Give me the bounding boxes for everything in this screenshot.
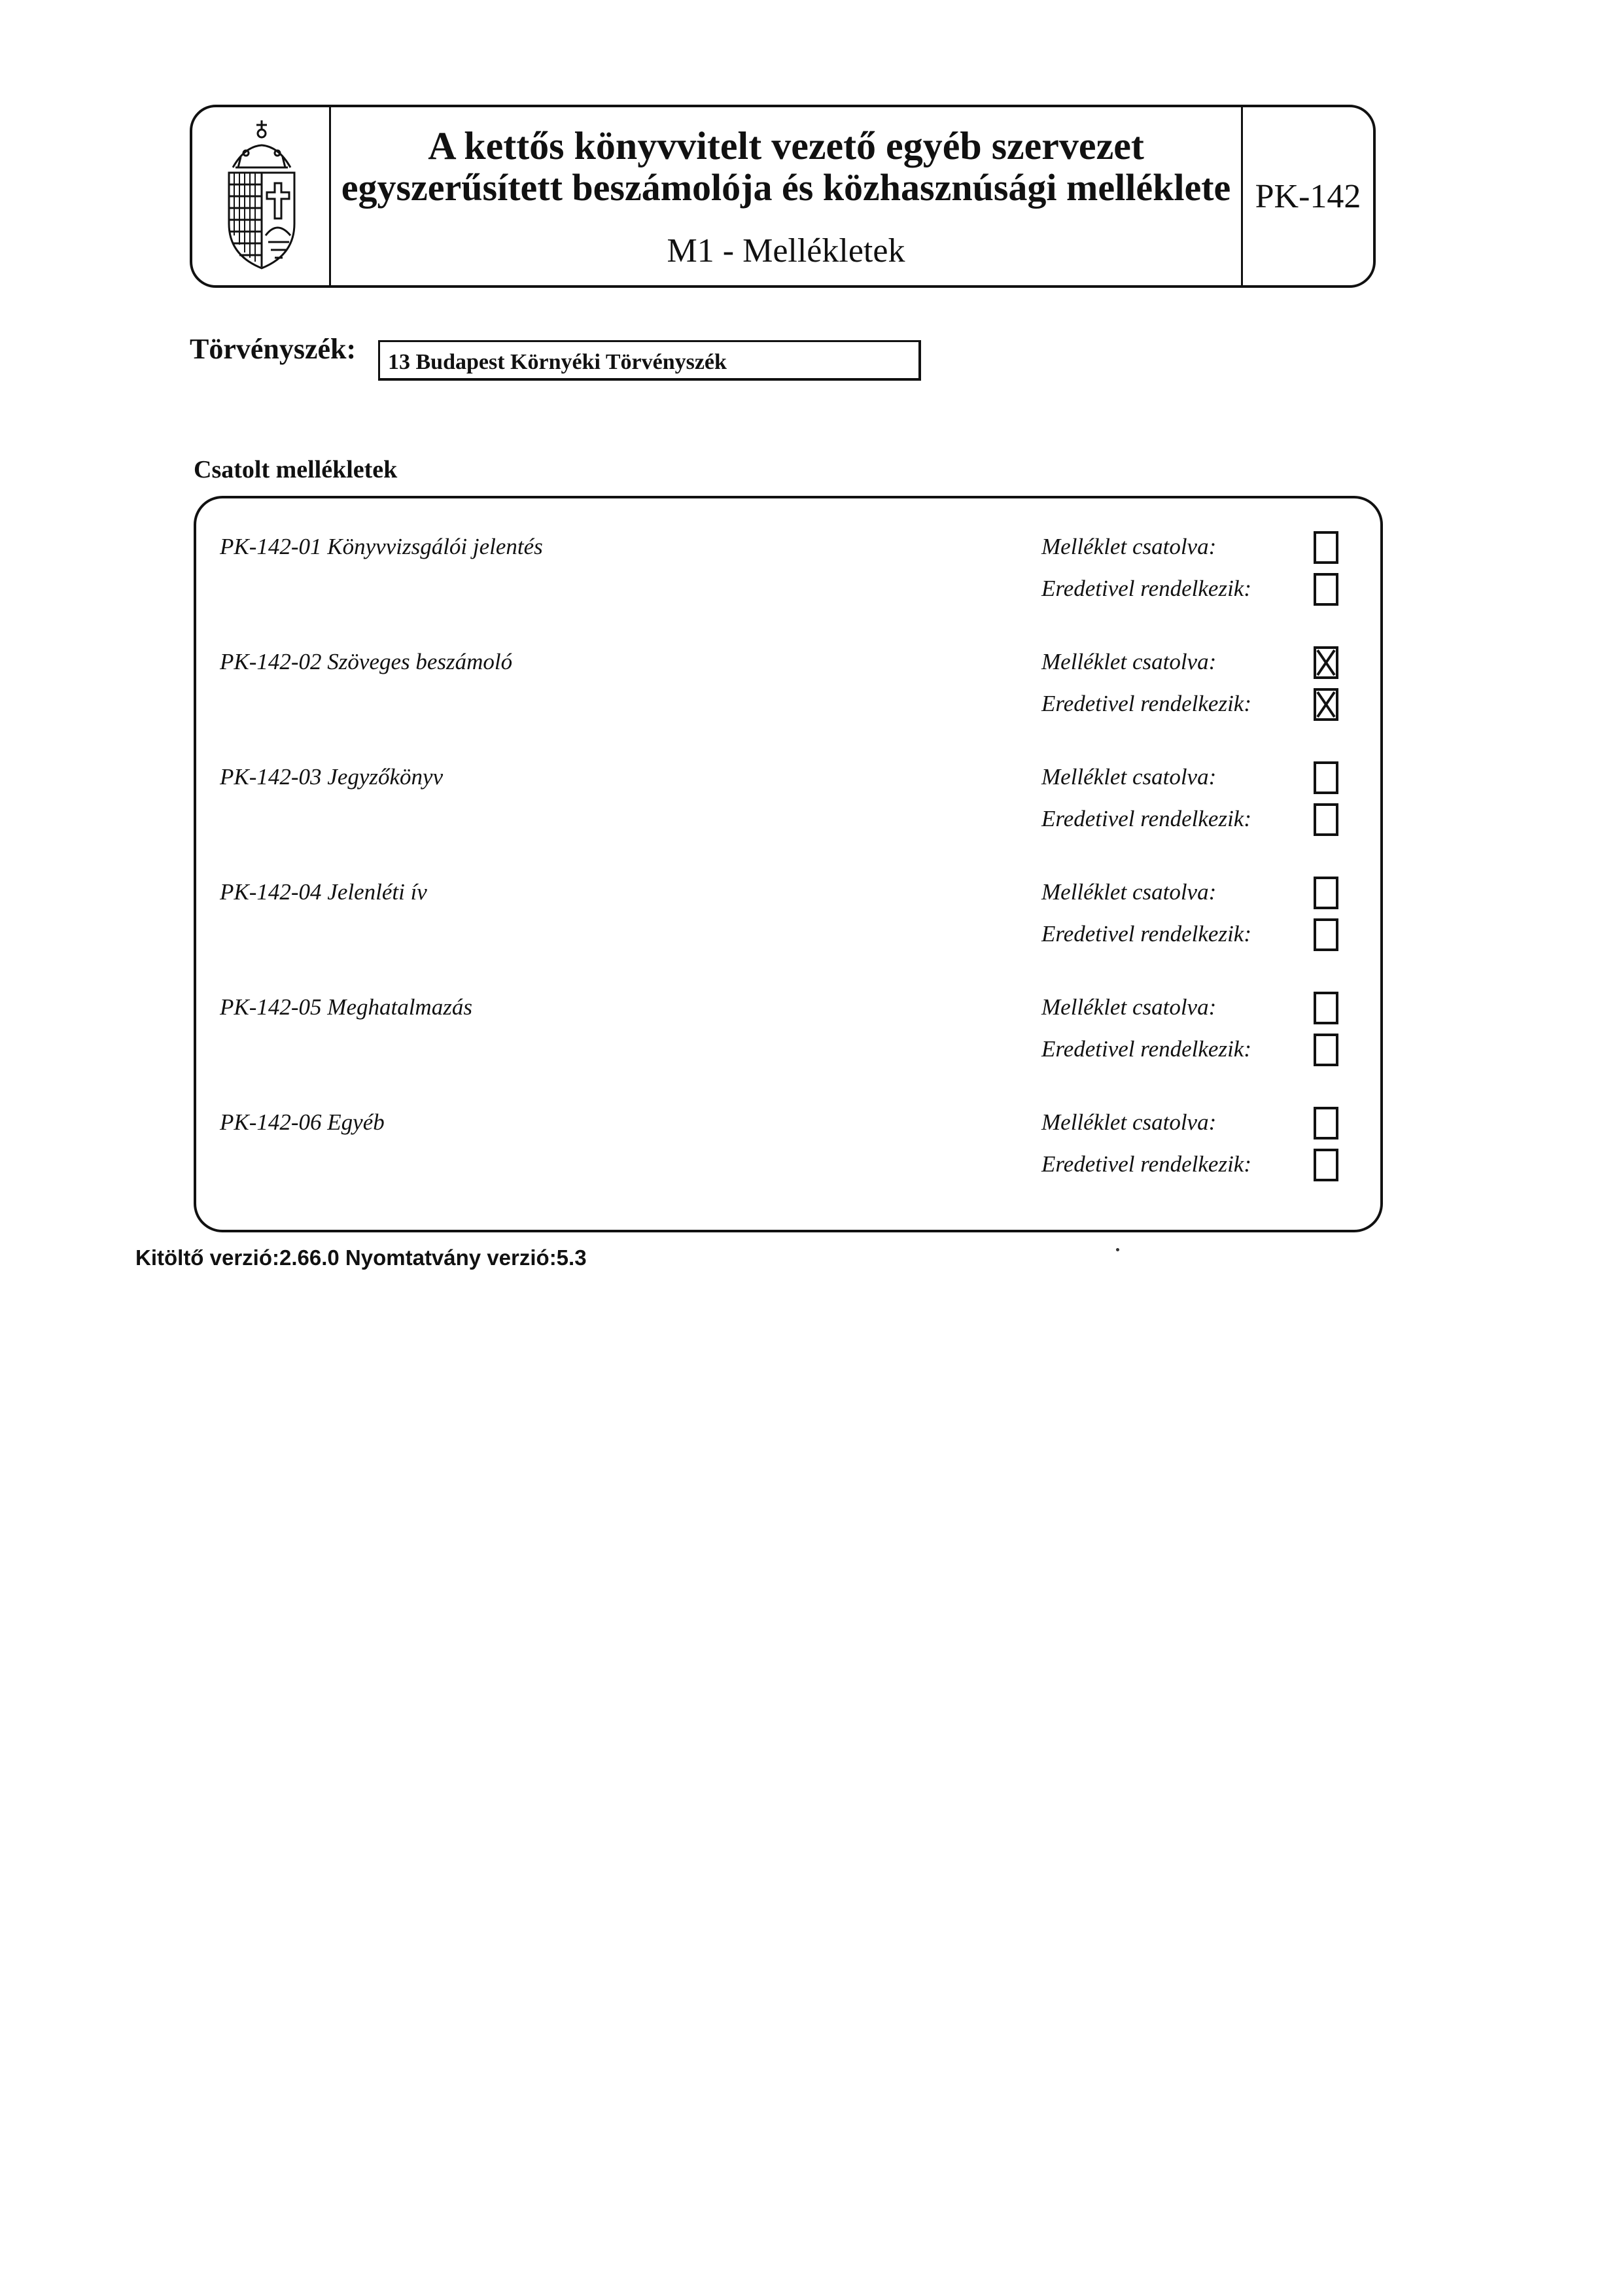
attached-label: Melléklet csatolva: <box>1041 879 1217 905</box>
version-footer: Kitöltő verzió:2.66.0 Nyomtatvány verzió:5.3 <box>135 1245 587 1270</box>
original-checkbox[interactable] <box>1314 918 1338 951</box>
form-code: PK-142 <box>1241 107 1373 285</box>
original-label: Eredetivel rendelkezik: <box>1041 921 1251 947</box>
form-header <box>190 105 1376 288</box>
original-label: Eredetivel rendelkezik: <box>1041 576 1251 601</box>
attached-label: Melléklet csatolva: <box>1041 1109 1217 1135</box>
attached-checkbox[interactable] <box>1314 877 1338 909</box>
check-x-icon <box>1316 691 1336 718</box>
original-label: Eredetivel rendelkezik: <box>1041 806 1251 831</box>
original-label: Eredetivel rendelkezik: <box>1041 1036 1251 1062</box>
attachments-heading: Csatolt mellékletek <box>194 456 398 483</box>
original-checkbox[interactable] <box>1314 688 1338 721</box>
original-checkbox[interactable] <box>1314 1034 1338 1066</box>
attachment-name: PK-142-04 Jelenléti ív <box>220 879 427 905</box>
attached-label: Melléklet csatolva: <box>1041 534 1217 559</box>
attachment-name: PK-142-02 Szöveges beszámoló <box>220 649 513 674</box>
original-label: Eredetivel rendelkezik: <box>1041 691 1251 716</box>
attachment-row <box>196 731 1380 836</box>
form-subtitle: M1 - Mellékletek <box>667 232 905 270</box>
form-title-line-1: A kettős könyvvitelt vezető egyéb szervezet <box>428 124 1144 167</box>
attached-label: Melléklet csatolva: <box>1041 994 1217 1020</box>
attachment-row <box>196 501 1380 606</box>
original-checkbox[interactable] <box>1314 573 1338 606</box>
original-label: Eredetivel rendelkezik: <box>1041 1151 1251 1177</box>
court-field[interactable]: 13 Budapest Környéki Törvényszék <box>378 340 921 381</box>
attachment-row <box>196 616 1380 721</box>
attached-checkbox[interactable] <box>1314 531 1338 564</box>
attached-label: Melléklet csatolva: <box>1041 649 1217 674</box>
attached-checkbox[interactable] <box>1314 992 1338 1024</box>
form-title-line-2: egyszerűsített beszámolója és közhasznúsági melléklete <box>341 166 1231 209</box>
original-checkbox[interactable] <box>1314 1149 1338 1181</box>
title-cell <box>331 107 1241 285</box>
attachment-name: PK-142-01 Könyvvizsgálói jelentés <box>220 534 543 559</box>
attached-checkbox[interactable] <box>1314 646 1338 679</box>
attachment-row <box>196 962 1380 1066</box>
attached-checkbox[interactable] <box>1314 1107 1338 1139</box>
attachment-name: PK-142-06 Egyéb <box>220 1109 385 1135</box>
scan-speck <box>1116 1248 1119 1251</box>
attached-checkbox[interactable] <box>1314 761 1338 794</box>
attachments-panel <box>194 496 1383 1232</box>
logo-cell <box>192 107 331 285</box>
hungarian-coat-of-arms-icon <box>192 107 331 285</box>
original-checkbox[interactable] <box>1314 803 1338 836</box>
attachment-name: PK-142-03 Jegyzőkönyv <box>220 764 444 790</box>
attachment-row <box>196 1077 1380 1181</box>
attachment-row <box>196 846 1380 951</box>
check-x-icon <box>1316 649 1336 676</box>
attached-label: Melléklet csatolva: <box>1041 764 1217 790</box>
court-label: Törvényszék: <box>190 333 357 365</box>
attachment-name: PK-142-05 Meghatalmazás <box>220 994 472 1020</box>
